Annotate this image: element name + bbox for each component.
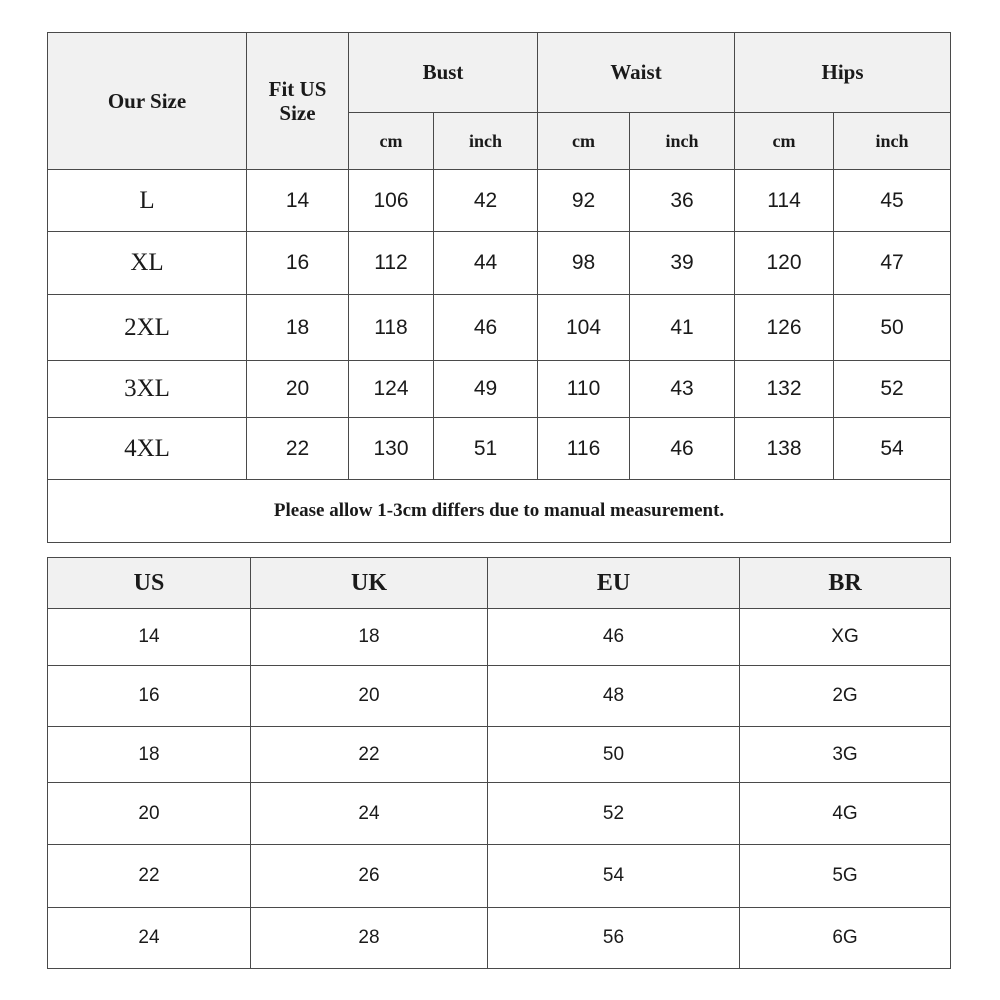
table-row <box>48 666 951 727</box>
table-row <box>48 361 951 418</box>
cell-uk: 18 <box>251 609 488 666</box>
cell-waist-inch: 41 <box>630 295 735 361</box>
cell-waist-cm: 116 <box>538 418 630 480</box>
cell-waist-cm: 110 <box>538 361 630 418</box>
cell-br: XG <box>740 609 951 666</box>
cell-us: 22 <box>48 845 251 908</box>
cell-bust-inch: 49 <box>434 361 538 418</box>
cell-our-size: 2XL <box>48 295 247 361</box>
cell-bust-cm: 106 <box>349 170 434 232</box>
unit-bust-cm: cm <box>349 113 434 170</box>
header-fit-us-line2: Size <box>279 101 316 125</box>
cell-waist-inch: 39 <box>630 232 735 295</box>
header-eu: EU <box>488 558 740 609</box>
cell-eu: 54 <box>488 845 740 908</box>
cell-bust-inch: 44 <box>434 232 538 295</box>
cell-hips-inch: 52 <box>834 361 951 418</box>
cell-hips-inch: 45 <box>834 170 951 232</box>
unit-waist-inch: inch <box>630 113 735 170</box>
cell-uk: 26 <box>251 845 488 908</box>
cell-us: 24 <box>48 908 251 969</box>
cell-our-size: XL <box>48 232 247 295</box>
table-row <box>48 783 951 845</box>
table-row <box>48 727 951 783</box>
cell-br: 2G <box>740 666 951 727</box>
cell-eu: 50 <box>488 727 740 783</box>
cell-hips-cm: 138 <box>735 418 834 480</box>
header-our-size: Our Size <box>48 33 247 170</box>
header-uk: UK <box>251 558 488 609</box>
cell-eu: 46 <box>488 609 740 666</box>
cell-waist-cm: 98 <box>538 232 630 295</box>
cell-hips-inch: 54 <box>834 418 951 480</box>
cell-bust-inch: 42 <box>434 170 538 232</box>
unit-bust-inch: inch <box>434 113 538 170</box>
cell-bust-cm: 124 <box>349 361 434 418</box>
unit-hips-inch: inch <box>834 113 951 170</box>
table-row <box>48 295 951 361</box>
table-row <box>48 908 951 969</box>
table-row <box>48 232 951 295</box>
measurement-note: Please allow 1-3cm differs due to manual measurement. <box>48 480 951 543</box>
cell-hips-inch: 50 <box>834 295 951 361</box>
cell-bust-inch: 46 <box>434 295 538 361</box>
size-chart-table <box>47 32 951 543</box>
cell-eu: 52 <box>488 783 740 845</box>
cell-br: 4G <box>740 783 951 845</box>
cell-waist-cm: 104 <box>538 295 630 361</box>
cell-us: 20 <box>48 783 251 845</box>
cell-fit-us: 22 <box>247 418 349 480</box>
cell-hips-cm: 120 <box>735 232 834 295</box>
table-row <box>48 170 951 232</box>
table-row <box>48 845 951 908</box>
cell-waist-inch: 43 <box>630 361 735 418</box>
cell-br: 6G <box>740 908 951 969</box>
cell-waist-inch: 46 <box>630 418 735 480</box>
cell-us: 14 <box>48 609 251 666</box>
size-conversion-table <box>47 557 951 969</box>
cell-waist-inch: 36 <box>630 170 735 232</box>
cell-hips-cm: 132 <box>735 361 834 418</box>
cell-waist-cm: 92 <box>538 170 630 232</box>
cell-bust-cm: 130 <box>349 418 434 480</box>
cell-uk: 20 <box>251 666 488 727</box>
table-row <box>48 609 951 666</box>
cell-our-size: L <box>48 170 247 232</box>
cell-our-size: 4XL <box>48 418 247 480</box>
header-br: BR <box>740 558 951 609</box>
header-waist: Waist <box>538 33 735 113</box>
cell-us: 16 <box>48 666 251 727</box>
cell-br: 3G <box>740 727 951 783</box>
cell-eu: 56 <box>488 908 740 969</box>
header-bust: Bust <box>349 33 538 113</box>
cell-our-size: 3XL <box>48 361 247 418</box>
header-fit-us-size <box>247 33 349 170</box>
header-hips: Hips <box>735 33 951 113</box>
cell-hips-inch: 47 <box>834 232 951 295</box>
unit-waist-cm: cm <box>538 113 630 170</box>
cell-hips-cm: 114 <box>735 170 834 232</box>
unit-hips-cm: cm <box>735 113 834 170</box>
header-fit-us-line1: Fit US <box>268 77 327 101</box>
cell-bust-inch: 51 <box>434 418 538 480</box>
cell-br: 5G <box>740 845 951 908</box>
cell-fit-us: 16 <box>247 232 349 295</box>
cell-bust-cm: 112 <box>349 232 434 295</box>
cell-fit-us: 14 <box>247 170 349 232</box>
cell-uk: 22 <box>251 727 488 783</box>
header-us: US <box>48 558 251 609</box>
cell-bust-cm: 118 <box>349 295 434 361</box>
cell-hips-cm: 126 <box>735 295 834 361</box>
cell-uk: 28 <box>251 908 488 969</box>
table-row <box>48 418 951 480</box>
cell-us: 18 <box>48 727 251 783</box>
cell-eu: 48 <box>488 666 740 727</box>
cell-uk: 24 <box>251 783 488 845</box>
cell-fit-us: 20 <box>247 361 349 418</box>
cell-fit-us: 18 <box>247 295 349 361</box>
